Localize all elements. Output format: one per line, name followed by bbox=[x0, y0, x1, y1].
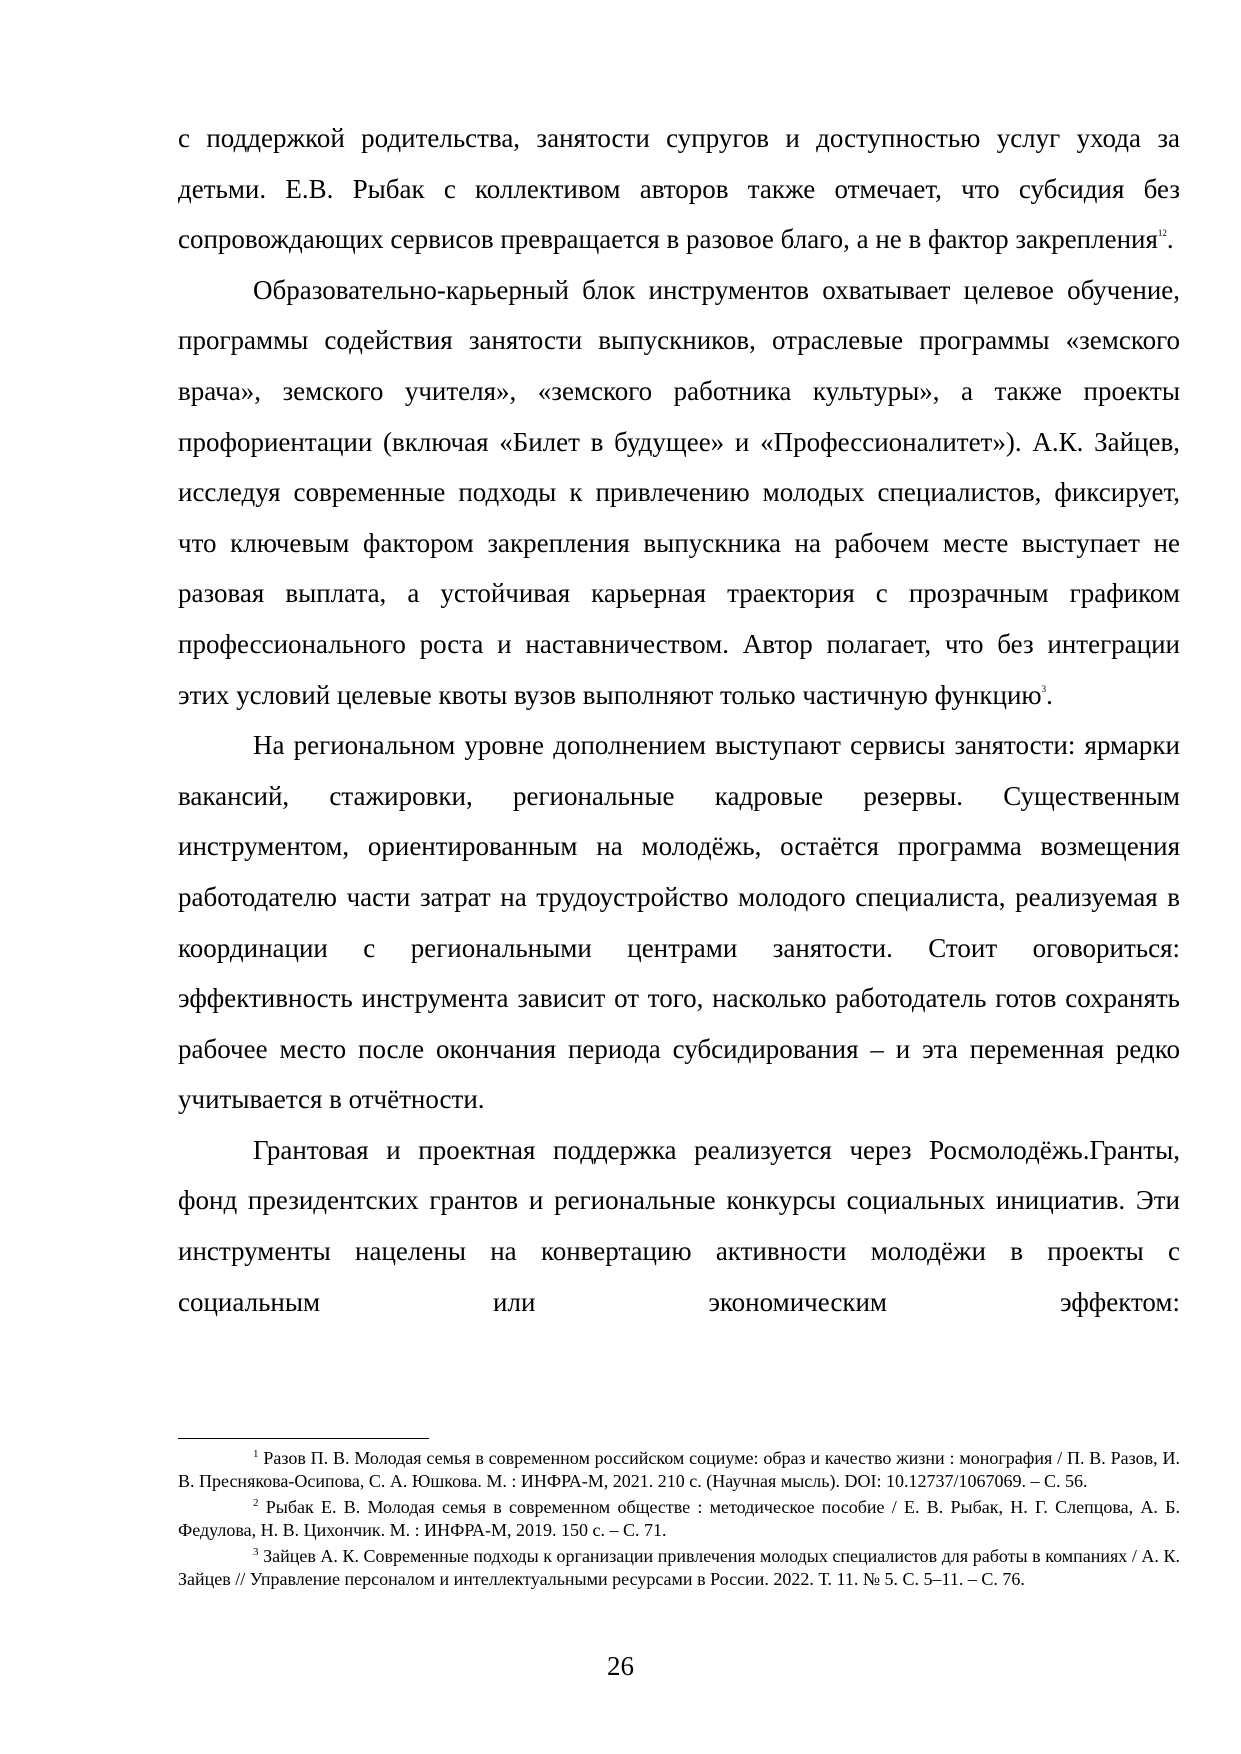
footnote-3 bbox=[178, 1545, 1180, 1591]
paragraph-4 bbox=[178, 1125, 1180, 1327]
paragraph-3 bbox=[178, 720, 1180, 1125]
paragraph-1 bbox=[178, 113, 1180, 265]
footnote-ref-3: 3 bbox=[1041, 683, 1047, 694]
page-number: 26 bbox=[607, 1651, 634, 1681]
footnote-3-text: Зайцев А. К. Современные подходы к организации привлечения молодых специалистов для работы в компаниях / А. К. Зайцев // Управление персоналом и интеллектуальными ресурсами в России. 2022. Т. 11. № 5. С. 5–11. – С. 76. bbox=[178, 1546, 1181, 1589]
footnote-1-mark: 1 bbox=[253, 1448, 259, 1460]
paragraph-1-tail: . bbox=[1166, 224, 1174, 255]
footnote-ref-12: 12 bbox=[1157, 228, 1167, 239]
paragraph-2-text: Образовательно-карьерный блок инструментов охватывает целевое обучение, программы содействия занятости выпускников, отраслевые программы «земского врача», земского учителя», «земского работника культуры», а также проекты профориентации (включая «Билет в будущее» и «Профессионалитет»). А.К. Зайцев, исследуя современные подходы к привлечению молодых специалистов, фиксирует, что ключевым фактором закрепления выпускника на рабочем месте выступает не разовая выплата, а устойчивая карьерная траектория с прозрачным графиком профессионального роста и наставничеством. Автор полагает, что без интеграции этих условий целевые квоты вузов выполняют только частичную функцию bbox=[178, 274, 1180, 710]
footnotes bbox=[178, 1447, 1180, 1594]
paragraph-2 bbox=[178, 265, 1180, 720]
footnote-2-mark: 2 bbox=[253, 1497, 259, 1509]
footnote-2 bbox=[178, 1496, 1180, 1542]
footnote-1 bbox=[178, 1447, 1180, 1493]
footnote-separator bbox=[178, 1438, 429, 1439]
paragraph-2-tail: . bbox=[1046, 679, 1053, 710]
footnote-3-mark: 3 bbox=[253, 1546, 259, 1558]
paragraph-1-text: с поддержкой родительства, занятости супругов и доступностью услуг ухода за детьми. Е.В. Рыбак с коллективом авторов также отмечает, что субсидия без сопровождающих сервисов превращается в разовое благо, а не в фактор закрепления bbox=[178, 123, 1180, 255]
paragraph-4-text: Грантовая и проектная поддержка реализуется через Росмолодёжь.Гранты, фонд президентских грантов и региональные конкурсы социальных инициатив. Эти инструменты нацелены на конвертацию активности молодёжи в проекты с социальным или экономическим эффектом: bbox=[178, 1134, 1180, 1317]
footnote-2-text: Рыбак Е. В. Молодая семья в современном обществе : методическое пособие / Е. В. Рыбак, Н. Г. Слепцова, А. Б. Федулова, Н. В. Цихончик. М. : ИНФРА-М, 2019. 150 с. – С. 71. bbox=[178, 1497, 1180, 1540]
main-text bbox=[178, 113, 1180, 1327]
footnote-1-text: Разов П. В. Молодая семья в современном российском социуме: образ и качество жизни : монография / П. В. Разов, И. В. Преснякова-Осипова, С. А. Юшкова. М. : ИНФРА-М, 2021. 210 с. (Научная мысль). DOI: 10.12737/1067069. – С. 56. bbox=[178, 1448, 1180, 1491]
paragraph-3-text: На региональном уровне дополнением выступают сервисы занятости: ярмарки вакансий, стажировки, региональные кадровые резервы. Существенным инструментом, ориентированным на молодёжь, остаётся программа возмещения работодателю части затрат на трудоустройство молодого специалиста, реализуемая в координации с региональными центрами занятости. Стоит оговориться: эффективность инструмента зависит от того, насколько работодатель готов сохранять рабочее место после окончания периода субсидирования – и эта переменная редко учитывается в отчётности. bbox=[178, 730, 1180, 1115]
